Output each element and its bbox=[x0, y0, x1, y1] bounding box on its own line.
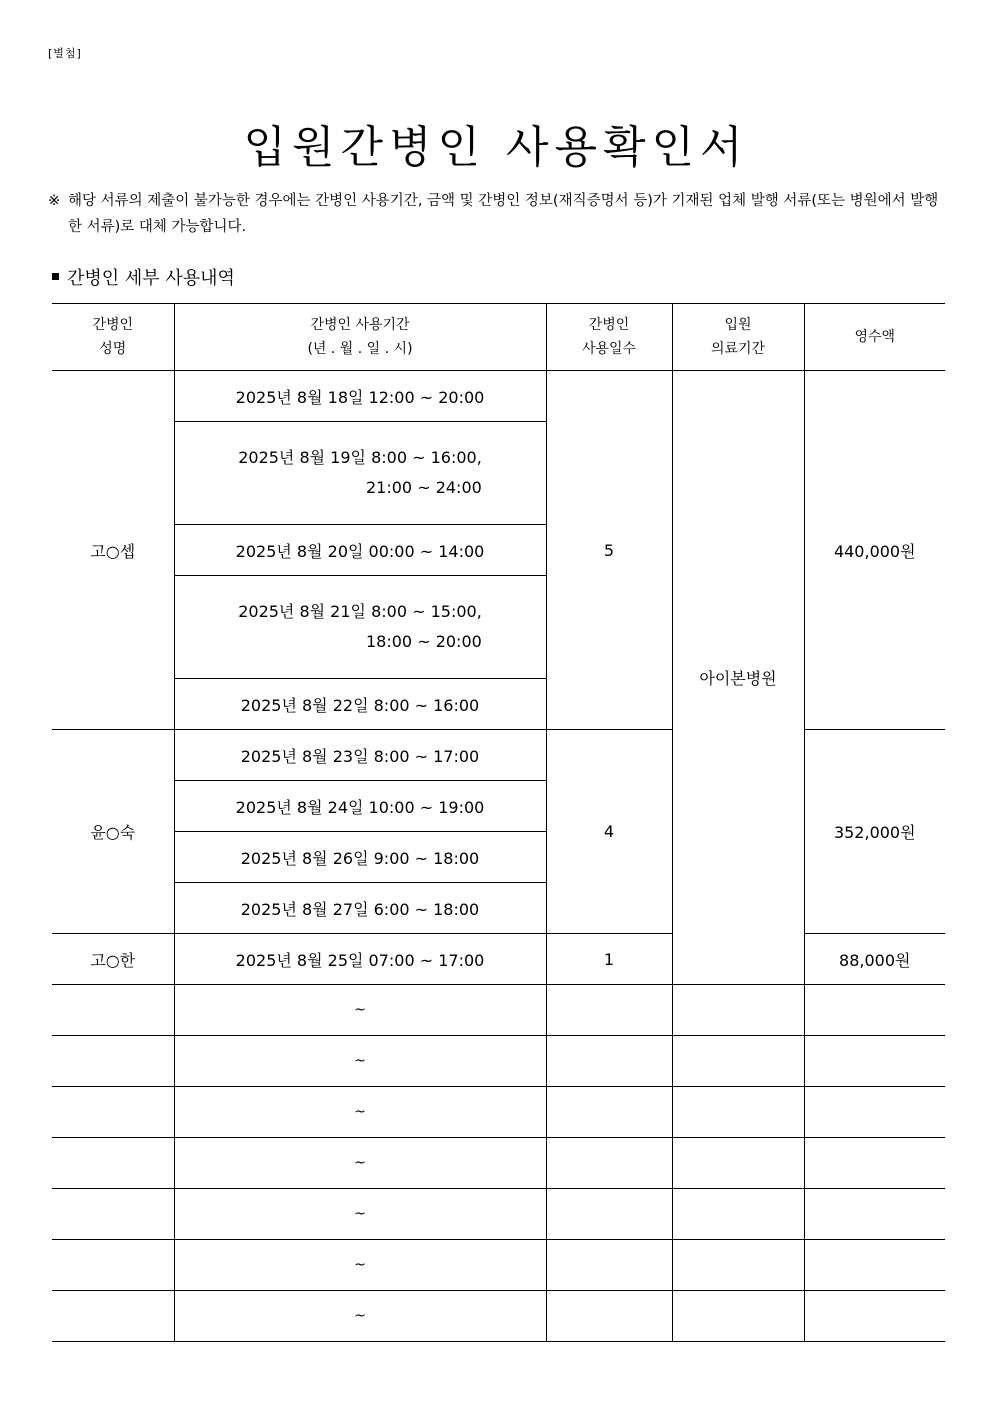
blank-period-cell: ~ bbox=[174, 985, 546, 1036]
table-row bbox=[52, 934, 945, 985]
blank-cell bbox=[804, 1138, 945, 1189]
blank-cell bbox=[52, 1189, 174, 1240]
caregiver-name: 윤○숙 bbox=[52, 730, 174, 934]
period-cell: 2025년 8월 20일 00:00 ~ 14:00 bbox=[174, 525, 546, 576]
blank-period-cell: ~ bbox=[174, 1189, 546, 1240]
blank-period-cell: ~ bbox=[174, 1291, 546, 1342]
blank-row bbox=[52, 1087, 945, 1138]
blank-cell bbox=[804, 1240, 945, 1291]
blank-cell bbox=[546, 1036, 672, 1087]
blank-row bbox=[52, 1240, 945, 1291]
table-row bbox=[52, 371, 945, 422]
blank-cell bbox=[672, 1138, 804, 1189]
blank-cell bbox=[546, 1087, 672, 1138]
blank-row bbox=[52, 1138, 945, 1189]
blank-row bbox=[52, 985, 945, 1036]
square-bullet-icon bbox=[52, 273, 59, 280]
days-cell: 5 bbox=[546, 371, 672, 730]
section-title: 간병인 세부 사용내역 bbox=[67, 268, 235, 289]
blank-cell bbox=[52, 1036, 174, 1087]
blank-cell bbox=[672, 1291, 804, 1342]
period-cell: 2025년 8월 24일 10:00 ~ 19:00 bbox=[174, 781, 546, 832]
blank-cell bbox=[546, 1138, 672, 1189]
header-days: 간병인 사용일수 bbox=[546, 304, 672, 371]
header-row bbox=[52, 304, 945, 371]
blank-cell bbox=[546, 1189, 672, 1240]
header-amount: 영수액 bbox=[804, 304, 945, 371]
notice-mark: ※ bbox=[48, 193, 61, 209]
blank-cell bbox=[546, 1240, 672, 1291]
period-cell: 2025년 8월 23일 8:00 ~ 17:00 bbox=[174, 730, 546, 781]
amount-cell: 88,000원 bbox=[804, 934, 945, 985]
blank-period-cell: ~ bbox=[174, 1087, 546, 1138]
blank-row bbox=[52, 1189, 945, 1240]
blank-cell bbox=[804, 1036, 945, 1087]
blank-cell bbox=[52, 1240, 174, 1291]
notice-text: 해당 서류의 제출이 불가능한 경우에는 간병인 사용기간, 금액 및 간병인 정보(재직증명서 등)가 기재된 업체 발행 서류(또는 병원에서 발행한 서류)로 대체 가능합니다. bbox=[68, 193, 939, 235]
period-cell: 2025년 8월 22일 8:00 ~ 16:00 bbox=[174, 679, 546, 730]
caregiver-detail-table bbox=[52, 303, 945, 1342]
period-cell: 2025년 8월 21일 8:00 ~ 15:00, 18:00 ~ 20:00 bbox=[174, 576, 546, 679]
blank-cell bbox=[52, 1291, 174, 1342]
attachment-label: [별첨] bbox=[48, 47, 82, 60]
blank-period-cell: ~ bbox=[174, 1240, 546, 1291]
blank-cell bbox=[52, 1138, 174, 1189]
blank-cell bbox=[672, 985, 804, 1036]
amount-cell: 352,000원 bbox=[804, 730, 945, 934]
table-row bbox=[52, 730, 945, 781]
blank-cell bbox=[52, 1087, 174, 1138]
blank-cell bbox=[804, 1189, 945, 1240]
days-cell: 1 bbox=[546, 934, 672, 985]
blank-cell bbox=[672, 1189, 804, 1240]
blank-row bbox=[52, 1036, 945, 1087]
notice bbox=[48, 188, 948, 240]
period-cell: 2025년 8월 19일 8:00 ~ 16:00, 21:00 ~ 24:00 bbox=[174, 422, 546, 525]
header-period: 간병인 사용기간 (년 . 월 . 일 . 시) bbox=[174, 304, 546, 371]
blank-cell bbox=[546, 985, 672, 1036]
blank-cell bbox=[52, 985, 174, 1036]
period-cell: 2025년 8월 18일 12:00 ~ 20:00 bbox=[174, 371, 546, 422]
blank-period-cell: ~ bbox=[174, 1036, 546, 1087]
amount-cell: 440,000원 bbox=[804, 371, 945, 730]
blank-cell bbox=[804, 1291, 945, 1342]
blank-row bbox=[52, 1291, 945, 1342]
institution-cell: 아이본병원 bbox=[672, 371, 804, 985]
document-title: 입원간병인 사용확인서 bbox=[243, 122, 749, 174]
caregiver-name: 고○셉 bbox=[52, 371, 174, 730]
section-heading bbox=[52, 264, 235, 290]
caregiver-name: 고○한 bbox=[52, 934, 174, 985]
blank-cell bbox=[546, 1291, 672, 1342]
blank-period-cell: ~ bbox=[174, 1138, 546, 1189]
blank-cell bbox=[804, 1087, 945, 1138]
header-institution: 입원 의료기간 bbox=[672, 304, 804, 371]
period-cell: 2025년 8월 25일 07:00 ~ 17:00 bbox=[174, 934, 546, 985]
blank-cell bbox=[672, 1240, 804, 1291]
period-cell: 2025년 8월 27일 6:00 ~ 18:00 bbox=[174, 883, 546, 934]
blank-cell bbox=[672, 1036, 804, 1087]
blank-cell bbox=[804, 985, 945, 1036]
blank-cell bbox=[672, 1087, 804, 1138]
period-cell: 2025년 8월 26일 9:00 ~ 18:00 bbox=[174, 832, 546, 883]
days-cell: 4 bbox=[546, 730, 672, 934]
header-name: 간병인 성명 bbox=[52, 304, 174, 371]
